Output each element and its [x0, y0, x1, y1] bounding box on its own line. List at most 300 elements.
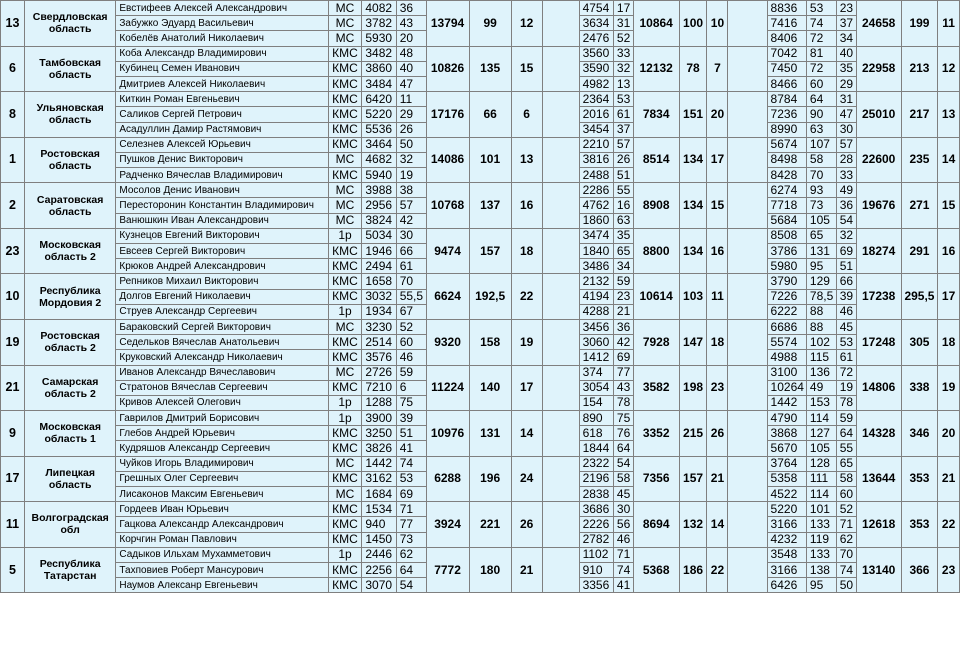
team-region: Самарская область 2	[24, 365, 115, 411]
athlete-total-points: 70	[806, 168, 836, 183]
athlete-total-score: 7042	[767, 46, 806, 61]
athlete-ex2-place: 75	[613, 411, 633, 426]
athlete-total-points: 81	[806, 46, 836, 61]
spacer-cell	[542, 502, 579, 548]
team-place: 13	[1, 1, 25, 47]
athlete-total-points: 73	[806, 198, 836, 213]
team-ex1-sum: 10768	[426, 183, 469, 229]
athlete-ex2-score: 3486	[579, 259, 613, 274]
athlete-ex1-place: 11	[396, 92, 426, 107]
spacer-cell	[728, 183, 767, 229]
team-ex2-sum: 8514	[633, 137, 679, 183]
athlete-total-place: 59	[836, 411, 856, 426]
athlete-total-score: 3166	[767, 517, 806, 532]
team-final-points: 353	[901, 456, 937, 502]
spacer-cell	[728, 547, 767, 593]
athlete-rank: КМС	[328, 122, 362, 137]
athlete-ex1-place: 42	[396, 213, 426, 228]
athlete-ex2-place: 32	[613, 61, 633, 76]
team-ex2-sum: 8694	[633, 502, 679, 548]
team-ex2-points: 78	[679, 46, 707, 92]
team-final-sum: 14328	[856, 411, 901, 457]
athlete-total-place: 57	[836, 137, 856, 152]
team-final-place: 11	[938, 1, 960, 47]
athlete-rank: КМС	[328, 259, 362, 274]
athlete-total-place: 51	[836, 259, 856, 274]
athlete-name: Круковский Александр Николаевич	[116, 350, 328, 365]
athlete-name: Ванюшкин Иван Александрович	[116, 213, 328, 228]
team-ex2-sum: 8800	[633, 228, 679, 274]
team-ex1-points: 180	[469, 547, 511, 593]
athlete-name: Кривов Алексей Олегович	[116, 395, 328, 410]
table-row	[1, 1, 960, 16]
athlete-total-place: 52	[836, 502, 856, 517]
athlete-total-points: 128	[806, 456, 836, 471]
athlete-ex2-score: 3356	[579, 578, 613, 593]
athlete-ex1-score: 2256	[362, 562, 396, 577]
athlete-ex2-place: 69	[613, 350, 633, 365]
athlete-ex1-place: 6	[396, 380, 426, 395]
athlete-rank: МС	[328, 487, 362, 502]
athlete-rank: МС	[328, 183, 362, 198]
team-ex1-sum: 9474	[426, 228, 469, 274]
athlete-total-place: 28	[836, 152, 856, 167]
athlete-total-score: 3764	[767, 456, 806, 471]
team-ex2-place: 11	[707, 274, 728, 320]
spacer-cell	[542, 411, 579, 457]
athlete-ex2-score: 4762	[579, 198, 613, 213]
team-ex2-points: 198	[679, 365, 707, 411]
athlete-total-place: 49	[836, 183, 856, 198]
athlete-ex1-place: 39	[396, 411, 426, 426]
athlete-rank: КМС	[328, 502, 362, 517]
athlete-ex1-score: 5536	[362, 122, 396, 137]
team-final-sum: 19676	[856, 183, 901, 229]
athlete-ex2-score: 618	[579, 426, 613, 441]
team-ex1-points: 66	[469, 92, 511, 138]
athlete-total-points: 114	[806, 487, 836, 502]
athlete-total-points: 127	[806, 426, 836, 441]
athlete-ex2-place: 16	[613, 198, 633, 213]
athlete-ex1-score: 3860	[362, 61, 396, 76]
athlete-ex1-score: 1288	[362, 395, 396, 410]
athlete-total-score: 7236	[767, 107, 806, 122]
spacer-cell	[728, 365, 767, 411]
athlete-rank: КМС	[328, 61, 362, 76]
athlete-ex2-score: 1412	[579, 350, 613, 365]
athlete-ex1-place: 66	[396, 244, 426, 259]
team-ex1-place: 19	[511, 319, 542, 365]
athlete-ex1-score: 5930	[362, 31, 396, 46]
athlete-rank: 1р	[328, 228, 362, 243]
athlete-rank: МС	[328, 213, 362, 228]
team-final-place: 15	[938, 183, 960, 229]
athlete-ex1-score: 3824	[362, 213, 396, 228]
athlete-ex1-score: 3900	[362, 411, 396, 426]
athlete-ex2-score: 2132	[579, 274, 613, 289]
athlete-total-place: 37	[836, 16, 856, 31]
athlete-ex2-place: 61	[613, 107, 633, 122]
team-final-points: 213	[901, 46, 937, 92]
athlete-ex1-place: 32	[396, 152, 426, 167]
athlete-ex2-place: 34	[613, 259, 633, 274]
athlete-ex1-score: 1934	[362, 304, 396, 319]
team-ex1-points: 131	[469, 411, 511, 457]
athlete-ex1-score: 3988	[362, 183, 396, 198]
athlete-total-score: 8428	[767, 168, 806, 183]
athlete-ex1-place: 71	[396, 502, 426, 517]
athlete-name: Саликов Сергей Петрович	[116, 107, 328, 122]
athlete-name: Асадуллин Дамир Растямович	[116, 122, 328, 137]
team-ex2-place: 20	[707, 92, 728, 138]
team-final-place: 14	[938, 137, 960, 183]
athlete-total-points: 53	[806, 1, 836, 16]
table-row	[1, 547, 960, 562]
athlete-total-score: 6222	[767, 304, 806, 319]
athlete-ex2-score: 3560	[579, 46, 613, 61]
athlete-rank: КМС	[328, 562, 362, 577]
athlete-ex2-score: 3634	[579, 16, 613, 31]
athlete-rank: 1р	[328, 547, 362, 562]
team-ex2-place: 7	[707, 46, 728, 92]
athlete-ex1-score: 2494	[362, 259, 396, 274]
team-final-sum: 24658	[856, 1, 901, 47]
spacer-cell	[728, 46, 767, 92]
athlete-total-score: 8990	[767, 122, 806, 137]
team-ex2-points: 100	[679, 1, 707, 47]
athlete-name: Пушков Денис Викторович	[116, 152, 328, 167]
athlete-total-points: 138	[806, 562, 836, 577]
athlete-total-score: 8498	[767, 152, 806, 167]
team-ex2-points: 132	[679, 502, 707, 548]
team-final-place: 20	[938, 411, 960, 457]
team-region: Волгоградская обл	[24, 502, 115, 548]
athlete-total-points: 114	[806, 411, 836, 426]
athlete-ex2-score: 2226	[579, 517, 613, 532]
team-final-sum: 13140	[856, 547, 901, 593]
athlete-name: Стратонов Вячеслав Сергеевич	[116, 380, 328, 395]
table-row	[1, 274, 960, 289]
team-ex2-points: 186	[679, 547, 707, 593]
team-place: 21	[1, 365, 25, 411]
team-ex2-points: 215	[679, 411, 707, 457]
athlete-total-place: 34	[836, 31, 856, 46]
athlete-total-place: 31	[836, 92, 856, 107]
team-ex1-place: 14	[511, 411, 542, 457]
athlete-total-points: 49	[806, 380, 836, 395]
athlete-total-score: 8508	[767, 228, 806, 243]
results-table-body	[1, 1, 960, 593]
team-ex2-place: 26	[707, 411, 728, 457]
table-row	[1, 228, 960, 243]
athlete-rank: МС	[328, 365, 362, 380]
athlete-rank: КМС	[328, 578, 362, 593]
team-region: Саратовская область	[24, 183, 115, 229]
athlete-rank: МС	[328, 1, 362, 16]
athlete-ex2-score: 4194	[579, 289, 613, 304]
athlete-total-points: 63	[806, 122, 836, 137]
athlete-name: Пересторонин Константин Владимирович	[116, 198, 328, 213]
athlete-total-place: 62	[836, 532, 856, 547]
team-ex1-place: 15	[511, 46, 542, 92]
athlete-rank: КМС	[328, 517, 362, 532]
team-final-points: 353	[901, 502, 937, 548]
athlete-name: Седельков Вячеслав Анатольевич	[116, 335, 328, 350]
table-row	[1, 137, 960, 152]
athlete-ex1-score: 3250	[362, 426, 396, 441]
athlete-total-points: 60	[806, 76, 836, 91]
spacer-cell	[728, 502, 767, 548]
team-place: 11	[1, 502, 25, 548]
athlete-name: Киткин Роман Евгеньевич	[116, 92, 328, 107]
athlete-ex1-score: 1534	[362, 502, 396, 517]
athlete-ex2-place: 71	[613, 547, 633, 562]
athlete-total-place: 55	[836, 441, 856, 456]
athlete-ex1-place: 67	[396, 304, 426, 319]
athlete-name: Евсеев Сергей Викторович	[116, 244, 328, 259]
athlete-total-place: 53	[836, 335, 856, 350]
athlete-ex2-place: 78	[613, 395, 633, 410]
team-final-points: 291	[901, 228, 937, 274]
athlete-rank: МС	[328, 456, 362, 471]
athlete-total-score: 1442	[767, 395, 806, 410]
team-ex1-points: 140	[469, 365, 511, 411]
athlete-ex2-place: 21	[613, 304, 633, 319]
table-row	[1, 46, 960, 61]
athlete-total-points: 90	[806, 107, 836, 122]
athlete-ex2-place: 37	[613, 122, 633, 137]
athlete-total-points: 105	[806, 441, 836, 456]
athlete-ex2-score: 2286	[579, 183, 613, 198]
athlete-total-place: 23	[836, 1, 856, 16]
athlete-ex2-score: 910	[579, 562, 613, 577]
athlete-rank: КМС	[328, 137, 362, 152]
athlete-total-score: 6274	[767, 183, 806, 198]
athlete-name: Репников Михаил Викторович	[116, 274, 328, 289]
athlete-total-score: 5670	[767, 441, 806, 456]
athlete-name: Глебов Андрей Юрьевич	[116, 426, 328, 441]
athlete-rank: МС	[328, 31, 362, 46]
athlete-total-place: 35	[836, 61, 856, 76]
athlete-ex1-score: 1658	[362, 274, 396, 289]
team-ex1-sum: 6288	[426, 456, 469, 502]
team-final-points: 295,5	[901, 274, 937, 320]
athlete-rank: МС	[328, 198, 362, 213]
team-ex2-sum: 3582	[633, 365, 679, 411]
team-ex1-place: 18	[511, 228, 542, 274]
table-row	[1, 92, 960, 107]
athlete-ex1-score: 3230	[362, 319, 396, 334]
team-place: 23	[1, 228, 25, 274]
athlete-ex2-place: 54	[613, 456, 633, 471]
athlete-total-points: 72	[806, 61, 836, 76]
athlete-ex2-place: 57	[613, 137, 633, 152]
athlete-name: Дмитриев Алексей Николаевич	[116, 76, 328, 91]
athlete-rank: КМС	[328, 441, 362, 456]
athlete-total-points: 65	[806, 228, 836, 243]
athlete-total-score: 8836	[767, 1, 806, 16]
team-final-sum: 12618	[856, 502, 901, 548]
athlete-ex1-score: 3482	[362, 46, 396, 61]
athlete-ex1-place: 53	[396, 471, 426, 486]
athlete-ex1-place: 60	[396, 335, 426, 350]
athlete-total-score: 6426	[767, 578, 806, 593]
athlete-total-place: 32	[836, 228, 856, 243]
athlete-ex2-place: 43	[613, 380, 633, 395]
table-row	[1, 502, 960, 517]
athlete-name: Кудряшов Александр Сергеевич	[116, 441, 328, 456]
team-region: Республика Татарстан	[24, 547, 115, 593]
athlete-rank: МС	[328, 152, 362, 167]
athlete-total-place: 33	[836, 168, 856, 183]
athlete-total-score: 4522	[767, 487, 806, 502]
athlete-total-points: 153	[806, 395, 836, 410]
athlete-ex1-score: 3484	[362, 76, 396, 91]
team-final-sum: 13644	[856, 456, 901, 502]
team-final-place: 23	[938, 547, 960, 593]
athlete-total-points: 136	[806, 365, 836, 380]
athlete-name: Кубинец Семен Иванович	[116, 61, 328, 76]
athlete-total-score: 3166	[767, 562, 806, 577]
athlete-total-points: 64	[806, 92, 836, 107]
athlete-total-score: 3548	[767, 547, 806, 562]
athlete-rank: КМС	[328, 76, 362, 91]
team-ex2-sum: 7834	[633, 92, 679, 138]
team-final-place: 12	[938, 46, 960, 92]
team-ex1-points: 135	[469, 46, 511, 92]
team-ex1-points: 158	[469, 319, 511, 365]
team-ex2-points: 157	[679, 456, 707, 502]
athlete-ex2-place: 76	[613, 426, 633, 441]
spacer-cell	[542, 547, 579, 593]
athlete-rank: 1р	[328, 304, 362, 319]
team-ex1-points: 196	[469, 456, 511, 502]
athlete-total-points: 131	[806, 244, 836, 259]
athlete-total-score: 8466	[767, 76, 806, 91]
team-place: 9	[1, 411, 25, 457]
athlete-ex2-place: 58	[613, 471, 633, 486]
athlete-ex1-score: 2446	[362, 547, 396, 562]
spacer-cell	[542, 228, 579, 274]
athlete-rank: КМС	[328, 289, 362, 304]
team-final-place: 19	[938, 365, 960, 411]
team-ex1-place: 21	[511, 547, 542, 593]
athlete-total-place: 30	[836, 122, 856, 137]
athlete-ex2-score: 1102	[579, 547, 613, 562]
athlete-ex2-score: 4982	[579, 76, 613, 91]
athlete-total-place: 54	[836, 213, 856, 228]
athlete-ex1-place: 40	[396, 61, 426, 76]
athlete-total-points: 133	[806, 517, 836, 532]
athlete-ex1-score: 3032	[362, 289, 396, 304]
team-region: Свердловская область	[24, 1, 115, 47]
athlete-total-score: 3786	[767, 244, 806, 259]
athlete-name: Гаврилов Дмитрий Борисович	[116, 411, 328, 426]
athlete-total-place: 72	[836, 365, 856, 380]
athlete-name: Корчгин Роман Павлович	[116, 532, 328, 547]
athlete-name: Евстифеев Алексей Александрович	[116, 1, 328, 16]
athlete-total-place: 50	[836, 578, 856, 593]
athlete-total-score: 7226	[767, 289, 806, 304]
team-final-points: 271	[901, 183, 937, 229]
athlete-ex2-score: 2210	[579, 137, 613, 152]
athlete-ex2-place: 30	[613, 502, 633, 517]
athlete-rank: КМС	[328, 92, 362, 107]
athlete-ex2-score: 890	[579, 411, 613, 426]
table-row	[1, 183, 960, 198]
team-final-points: 217	[901, 92, 937, 138]
team-ex1-place: 26	[511, 502, 542, 548]
athlete-ex2-score: 2322	[579, 456, 613, 471]
athlete-total-points: 129	[806, 274, 836, 289]
athlete-rank: КМС	[328, 532, 362, 547]
athlete-ex1-place: 30	[396, 228, 426, 243]
spacer-cell	[728, 274, 767, 320]
athlete-rank: МС	[328, 16, 362, 31]
athlete-ex1-place: 51	[396, 426, 426, 441]
team-place: 17	[1, 456, 25, 502]
athlete-total-points: 119	[806, 532, 836, 547]
athlete-name: Мосолов Денис Иванович	[116, 183, 328, 198]
athlete-name: Кобелёв Анатолий Николаевич	[116, 31, 328, 46]
team-final-place: 18	[938, 319, 960, 365]
athlete-ex1-score: 3162	[362, 471, 396, 486]
athlete-ex1-place: 50	[396, 137, 426, 152]
team-final-points: 199	[901, 1, 937, 47]
athlete-total-points: 111	[806, 471, 836, 486]
spacer-cell	[728, 319, 767, 365]
athlete-ex1-place: 73	[396, 532, 426, 547]
athlete-name: Лисаконов Максим Евгеньевич	[116, 487, 328, 502]
athlete-ex1-place: 47	[396, 76, 426, 91]
team-region: Московская область 2	[24, 228, 115, 274]
team-final-sum: 17238	[856, 274, 901, 320]
athlete-ex1-score: 6420	[362, 92, 396, 107]
athlete-ex2-place: 74	[613, 562, 633, 577]
team-ex1-place: 17	[511, 365, 542, 411]
athlete-total-score: 5674	[767, 137, 806, 152]
athlete-ex2-score: 2488	[579, 168, 613, 183]
team-ex1-points: 221	[469, 502, 511, 548]
athlete-ex2-place: 17	[613, 1, 633, 16]
athlete-ex2-place: 51	[613, 168, 633, 183]
athlete-ex2-score: 374	[579, 365, 613, 380]
spacer-cell	[728, 92, 767, 138]
athlete-total-place: 39	[836, 289, 856, 304]
athlete-ex2-place: 33	[613, 46, 633, 61]
team-region: Московская область 1	[24, 411, 115, 457]
athlete-rank: КМС	[328, 107, 362, 122]
athlete-name: Долгов Евгений Николаевич	[116, 289, 328, 304]
athlete-total-place: 71	[836, 517, 856, 532]
team-ex1-sum: 3924	[426, 502, 469, 548]
team-ex2-sum: 12132	[633, 46, 679, 92]
athlete-ex1-score: 1684	[362, 487, 396, 502]
athlete-total-points: 95	[806, 259, 836, 274]
spacer-cell	[728, 411, 767, 457]
athlete-total-place: 46	[836, 304, 856, 319]
team-ex1-sum: 10976	[426, 411, 469, 457]
athlete-ex2-score: 1844	[579, 441, 613, 456]
athlete-rank: КМС	[328, 350, 362, 365]
athlete-name: Садыков Ильхам Мухамметович	[116, 547, 328, 562]
athlete-ex2-place: 26	[613, 152, 633, 167]
team-final-points: 346	[901, 411, 937, 457]
team-region: Республика Мордовия 2	[24, 274, 115, 320]
athlete-ex2-score: 3474	[579, 228, 613, 243]
athlete-ex1-score: 1442	[362, 456, 396, 471]
team-region: Ростовская область	[24, 137, 115, 183]
